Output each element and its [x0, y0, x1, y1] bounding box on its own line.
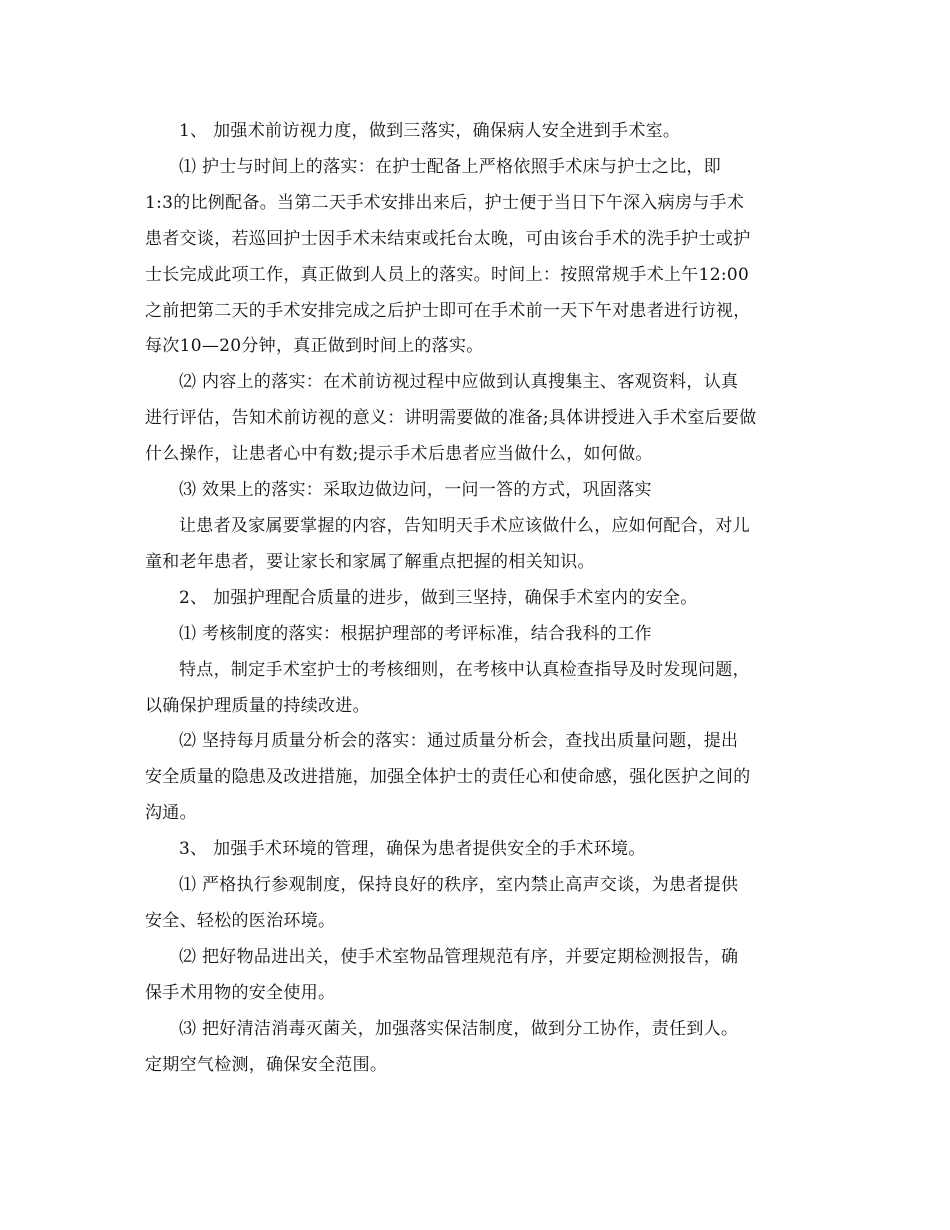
text-line: ⑵ 坚持每月质量分析会的落实：通过质量分析会，查找出质量问题，提出 [179, 731, 739, 752]
document-body [145, 114, 810, 1083]
text-line: 让患者及家属要掌握的内容，告知明天手术应该做什么，应如何配合，对儿 [179, 515, 750, 536]
text-line: 童和老年患者，要让家长和家属了解重点把握的相关知识。 [145, 551, 595, 572]
text-line: ⑴ 护士与时间上的落实：在护士配备上严格依照手术床与护士之比，即 [179, 156, 722, 177]
text-line: ⑴ 考核制度的落实：根据护理部的考评标准，结合我科的工作 [179, 623, 652, 644]
text-line: ⑶ 把好清洁消毒灭菌关，加强落实保洁制度，做到分工协作，责任到人。 [179, 1018, 739, 1039]
text-line: 保手术用物的安全使用。 [145, 982, 336, 1003]
text-line: 3、 加强手术环境的管理，确保为患者提供安全的手术环境。 [179, 839, 646, 860]
text-line: 特点，制定手术室护士的考核细则，在考核中认真检查指导及时发现问题， [179, 659, 750, 680]
text-line: 定期空气检测，确保安全范围。 [145, 1054, 388, 1075]
text-line: ⑶ 效果上的落实：采取边做边问，一问一答的方式，巩固落实 [179, 480, 652, 501]
text-line: 每次10—20分钟，真正做到时间上的落实。 [145, 336, 484, 357]
text-line: 沟通。 [145, 803, 197, 824]
text-line: 士长完成此项工作，真正做到人员上的落实。时间上：按照常规手术上午12:00 [145, 264, 750, 285]
text-line: ⑵ 内容上的落实：在术前访视过程中应做到认真搜集主、客观资料，认真 [179, 372, 739, 393]
text-line: 以确保护理质量的持续改进。 [145, 695, 370, 716]
text-line: 患者交谈，若巡回护士因手术未结束或托台太晚，可由该台手术的洗手护士或护 [145, 228, 751, 249]
text-line: 1、 加强术前访视力度，做到三落实，确保病人安全进到手术室。 [179, 121, 681, 141]
text-line: ⑵ 把好物品进出关，使手术室物品管理规范有序，并要定期检测报告，确 [179, 946, 739, 967]
text-line: 1:3的比例配备。当第二天手术安排出来后，护士便于当日下午深入病房与手术 [145, 192, 745, 213]
text-line: 安全、轻松的医治环境。 [145, 910, 336, 931]
text-line: 安全质量的隐患及改进措施，加强全体护士的责任心和使命感，强化医护之间的 [145, 767, 751, 788]
text-line: 进行评估，告知术前访视的意义：讲明需要做的准备;具体讲授进入手术室后要做 [145, 408, 757, 429]
text-line: 之前把第二天的手术安排完成之后护士即可在手术前一天下午对患者进行访视， [145, 300, 751, 321]
text-line: 2、 加强护理配合质量的进步，做到三坚持，确保手术室内的安全。 [179, 587, 698, 608]
text-line: ⑴ 严格执行参观制度，保持良好的秩序，室内禁止高声交谈，为患者提供 [179, 875, 739, 896]
text-line: 什么操作，让患者心中有数;提示手术后患者应当做什么，如何做。 [145, 444, 653, 465]
